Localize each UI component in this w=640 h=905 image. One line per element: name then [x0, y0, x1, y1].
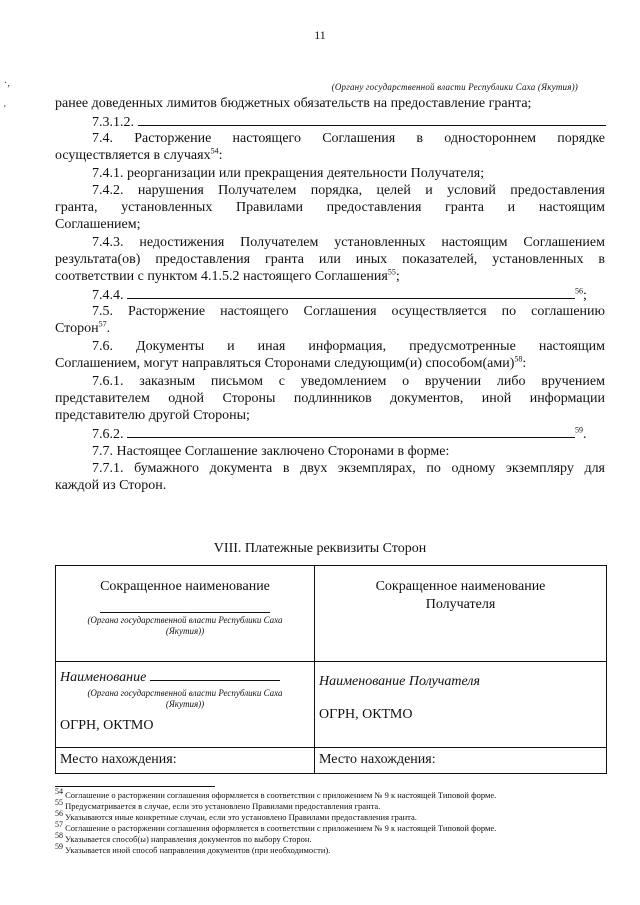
text-line: Соглашением, могут направляться Сторонами следующим(и) способом(ами)$^{58}$:	[55, 354, 527, 371]
left-title: Сокращенное наименование	[100, 579, 270, 594]
blank-line	[100, 612, 270, 613]
header-note: (Органу государственной власти Республики Саха (Якутия))	[331, 82, 578, 92]
text-line: соответствии с пунктом 4.1.5.2 настоящего Соглашения$^{55}$;	[55, 267, 400, 284]
clause-7-5: 7.5. Расторжение настоящего Соглашения осуществляется по соглашению	[92, 304, 605, 319]
footnote-divider	[55, 786, 215, 787]
left-location: Место нахождения:	[56, 748, 315, 774]
clause-7-4-1: 7.4.1. реорганизации или прекращения деятельности Получателя;	[92, 166, 485, 181]
clause-7-7-1: 7.7.1. бумажного документа в двух экземплярах, по одному экземпляру для	[92, 461, 605, 476]
clause-7-6: 7.6. Документы и иная информация, предусмотренные настоящим	[92, 339, 605, 354]
text-line: результата(ов) предоставления гранта или иных показателей, установленных в	[55, 252, 605, 267]
clause-7-6-2: 7.6.2. $^{59}$.	[92, 425, 587, 442]
blank-line	[127, 287, 575, 299]
margin-mark: '	[4, 104, 6, 115]
clause-7-4-3: 7.4.3. недостижения Получателем установленных настоящим Соглашением	[92, 235, 605, 250]
right-title: Сокращенное наименование	[375, 579, 546, 594]
left-name-note: (Органа государственной власти Республики Саха (Якутия))	[87, 688, 283, 709]
clause-7-6-1: 7.6.1. заказным письмом с уведомлением о вручении либо вручением	[92, 374, 605, 389]
footnote: $^{57}$ Соглашение о расторжении соглашения оформляется в соответствии с приложением № 9 к настоящей Типовой форме.	[55, 820, 497, 833]
page-number: 11	[314, 28, 326, 42]
text-line: представителем одной Стороны подлинников документов, иной информации	[55, 391, 605, 406]
text-line: Сторон$^{57}$.	[55, 319, 111, 336]
clause-7-7: 7.7. Настоящее Соглашение заключено Сторонами в форме:	[92, 444, 450, 459]
margin-mark: ·,	[4, 78, 10, 89]
text-line: осуществляется в случаях$^{54}$:	[55, 146, 223, 163]
text-line: гранта, установленных Правилами предоставления гранта и настоящим	[55, 200, 605, 215]
footnote: $^{58}$ Указывается способ(ы) направления документов по выбору Сторон.	[55, 831, 312, 844]
text-line: Соглашением;	[55, 217, 141, 232]
text-line: ранее доведенных лимитов бюджетных обязательств на предоставление гранта;	[55, 96, 532, 111]
left-name-label: Наименование	[60, 670, 147, 685]
right-name-label: Наименование Получателя	[319, 674, 481, 689]
clause-7-4-2: 7.4.2. нарушения Получателем порядка, целей и условий предоставления	[92, 183, 605, 198]
footnote: $^{55}$ Предусматривается в случае, если это установлено Правилами предоставления гранта.	[55, 798, 381, 811]
blank-line	[138, 114, 606, 126]
left-name-cell	[56, 662, 315, 748]
right-title-line2: Получателя	[425, 597, 496, 612]
blank-line	[127, 426, 575, 438]
left-title-note: (Органа государственной власти Республики Саха (Якутия))	[87, 615, 283, 636]
blank-line	[150, 670, 280, 681]
footnote: $^{56}$ Указываются иные конкретные случаи, если это установлено Правилами предоставления гранта.	[55, 809, 417, 822]
text-line: представителю другой Стороны;	[55, 408, 250, 423]
requisites-table	[55, 565, 607, 774]
right-location: Место нахождения:	[315, 748, 607, 774]
right-ogrn: ОГРН, ОКТМО	[319, 707, 413, 722]
footnote: $^{59}$ Указывается иной способ направления документов (при необходимости).	[55, 842, 331, 855]
left-title-cell	[56, 566, 315, 662]
right-name-cell	[315, 662, 607, 748]
section-title: VIII. Платежные реквизиты Сторон	[213, 541, 427, 556]
footnote: $^{54}$ Соглашение о расторжении соглашения оформляется в соответствии с приложением № 9 к настоящей Типовой форме.	[55, 787, 497, 800]
left-ogrn: ОГРН, ОКТМО	[60, 718, 154, 733]
clause-7-4-4: 7.4.4. $^{56}$;	[92, 286, 587, 303]
right-title-cell	[315, 566, 607, 662]
text-line: каждой из Сторон.	[55, 478, 167, 493]
clause-7-4: 7.4. Расторжение настоящего Соглашения в одностороннем порядке	[92, 131, 605, 146]
clause-7-3-1-2: 7.3.1.2.	[92, 114, 605, 131]
